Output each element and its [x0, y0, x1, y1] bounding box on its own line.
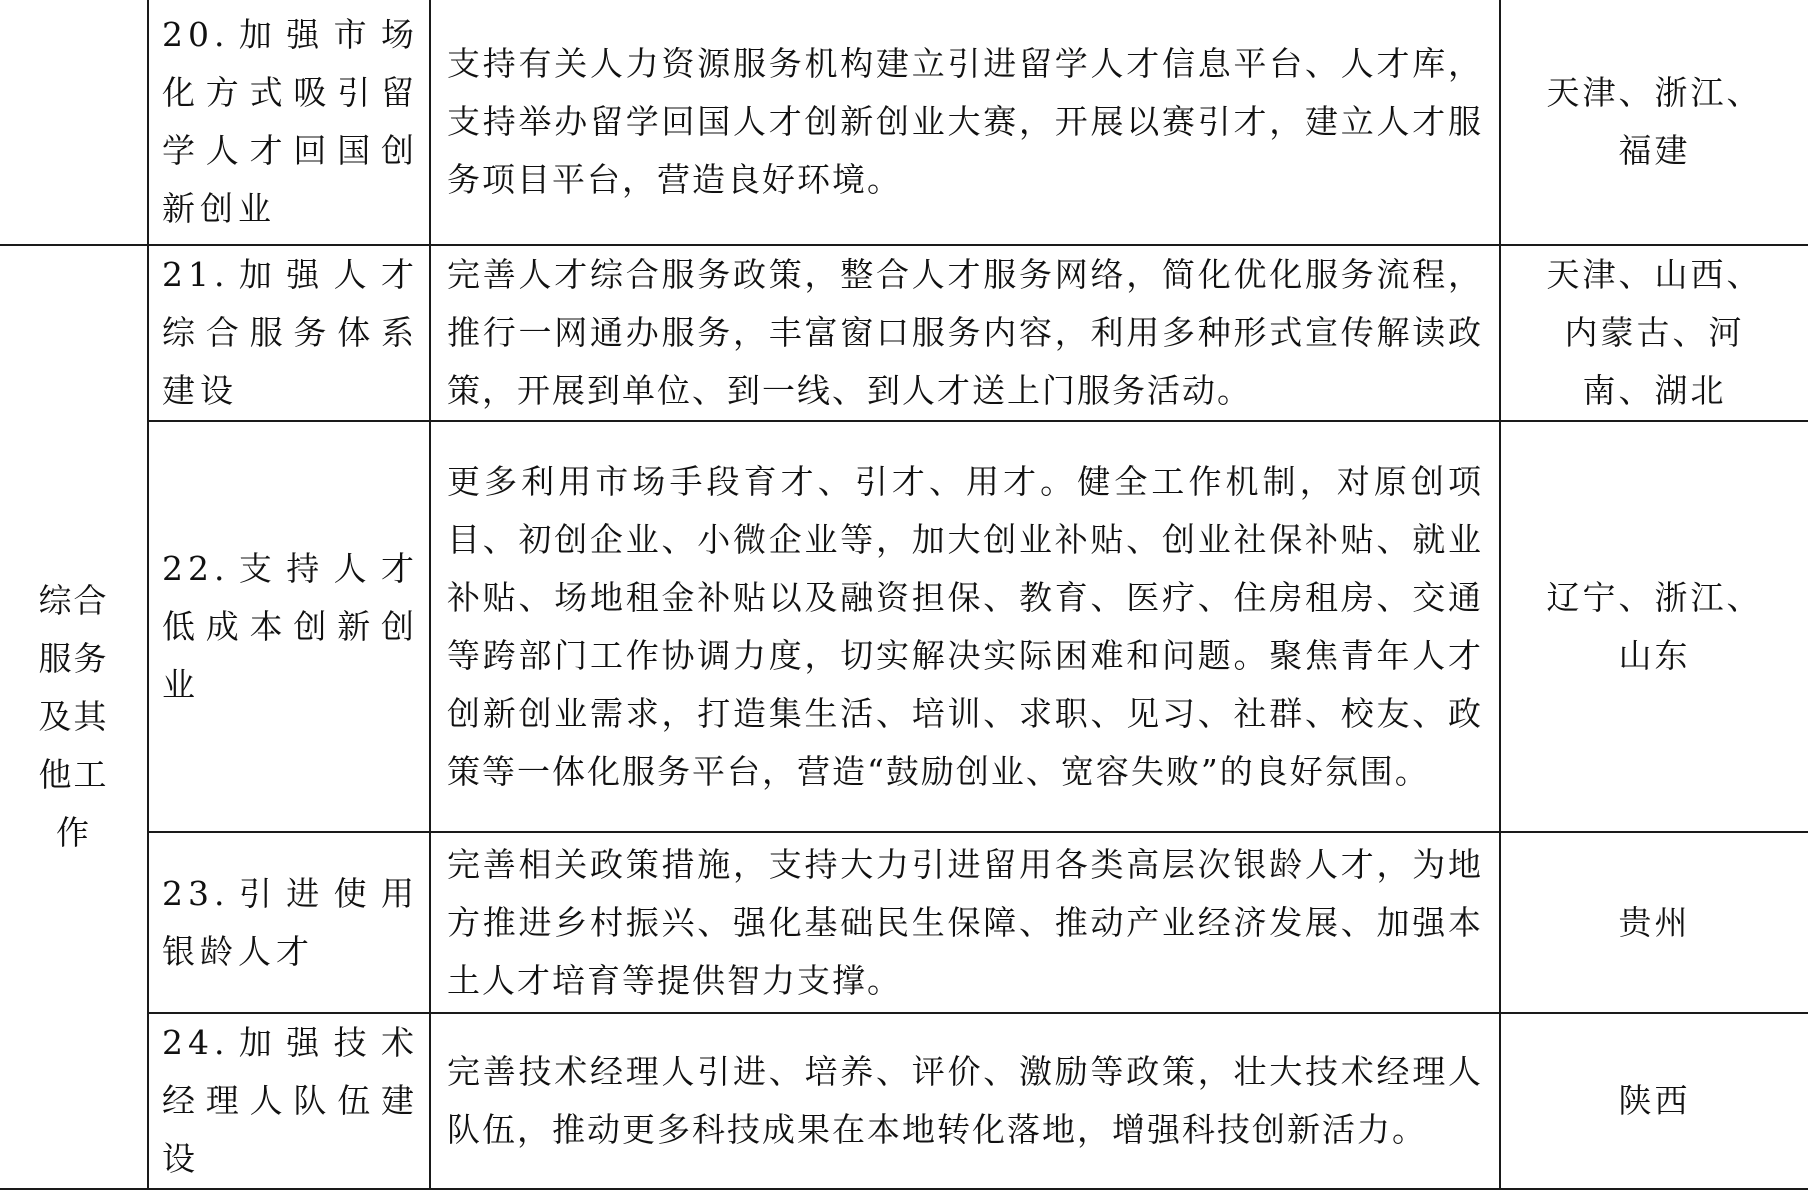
item-regions: 天津、山西、内蒙古、河南、湖北	[1546, 255, 1763, 410]
description-cell	[430, 421, 1500, 832]
table-row	[0, 245, 1808, 421]
item-cell	[148, 245, 430, 421]
region-cell	[1500, 245, 1808, 421]
item-title: 23.引进使用银龄人才	[162, 873, 419, 971]
item-regions: 天津、浙江、福建	[1546, 73, 1763, 170]
table-row	[0, 1013, 1808, 1189]
description-cell	[430, 832, 1500, 1013]
item-description: 支持有关人力资源服务机构建立引进留学人才信息平台、人才库，支持举办留学回国人才创新创业大赛，开展以赛引才，建立人才服务项目平台，营造良好环境。	[447, 44, 1483, 199]
item-description: 更多利用市场手段育才、引才、用才。健全工作机制，对原创项目、初创企业、小微企业等，加大创业补贴、创业社保补贴、就业补贴、场地租金补贴以及融资担保、教育、医疗、住房租房、交通等跨部门工作协调力度，切实解决实际困难和问题。聚焦青年人才创新创业需求，打造集生活、培训、求职、见习、社群、校友、政策等一体化服务平台，营造“鼓励创业、宽容失败”的良好氛围。	[447, 461, 1483, 791]
region-cell	[1500, 421, 1808, 832]
description-cell	[430, 245, 1500, 421]
item-regions: 陕西	[1618, 1081, 1691, 1120]
item-cell	[148, 0, 430, 245]
region-cell	[1500, 1013, 1808, 1189]
item-description: 完善相关政策措施，支持大力引进留用各类高层次银龄人才，为地方推进乡村振兴、强化基础民生保障、推动产业经济发展、加强本土人才培育等提供智力支撑。	[447, 844, 1483, 1000]
description-cell	[430, 1013, 1500, 1189]
table-row	[0, 421, 1808, 832]
table-row	[0, 0, 1808, 245]
region-cell	[1500, 0, 1808, 245]
item-description: 完善人才综合服务政策，整合人才服务网络，简化优化服务流程，推行一网通办服务，丰富窗口服务内容，利用多种形式宣传解读政策，开展到单位、到一线、到人才送上门服务活动。	[447, 255, 1483, 410]
category-cell-empty	[0, 0, 148, 245]
item-title: 21.加强人才综合服务体系建设	[162, 255, 419, 410]
category-label: 综合服务及其他工作	[38, 581, 109, 852]
item-title: 24.加强技术经理人队伍建设	[162, 1023, 419, 1178]
item-title: 20.加强市场化方式吸引留学人才回国创新创业	[162, 15, 419, 228]
item-cell	[148, 832, 430, 1013]
table-row	[0, 832, 1808, 1013]
item-regions: 辽宁、浙江、山东	[1546, 577, 1763, 675]
item-regions: 贵州	[1618, 902, 1691, 942]
item-description: 完善技术经理人引进、培养、评价、激励等政策，壮大技术经理人队伍，推动更多科技成果在本地转化落地，增强科技创新活力。	[447, 1052, 1483, 1149]
description-cell	[430, 0, 1500, 245]
item-title: 22.支持人才低成本创新创业	[162, 548, 419, 704]
region-cell	[1500, 832, 1808, 1013]
item-cell	[148, 421, 430, 832]
item-cell	[148, 1013, 430, 1189]
category-cell	[0, 245, 148, 1189]
